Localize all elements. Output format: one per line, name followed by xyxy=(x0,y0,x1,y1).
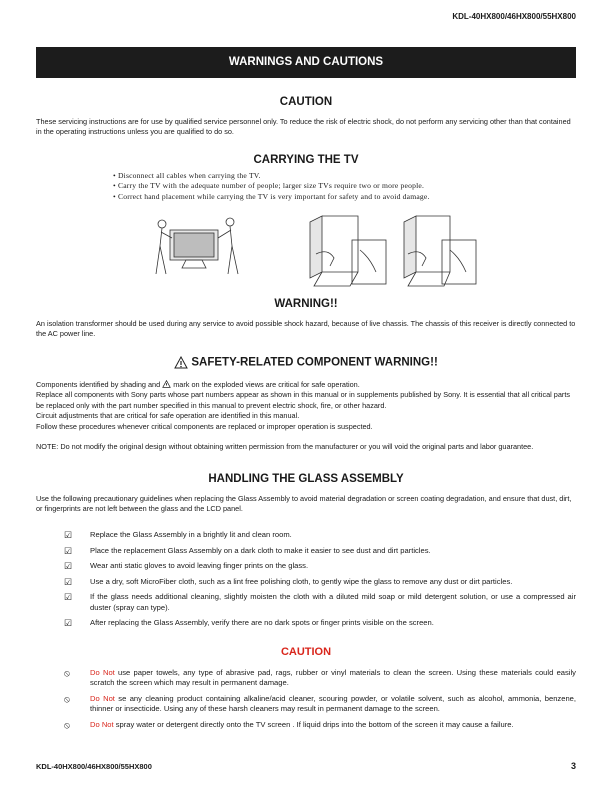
safety-line: Follow these procedures whenever critical components are replaced or improper operation is suspected. xyxy=(36,421,373,431)
checkbox-icon: ☑ xyxy=(64,530,73,540)
list-item xyxy=(64,530,576,540)
safety-line: Circuit adjustments that are critical for safe operation are identified in this manual. xyxy=(36,411,300,421)
safety-line-1-pre: Components identified by shading and xyxy=(36,380,161,389)
step-text: After replacing the Glass Assembly, verify there are no dark spots or finger prints visible on the screen. xyxy=(90,618,434,628)
warning-text: An isolation transformer should be used during any service to avoid possible shock hazard, because of live chassis. The chassis of this receiver is directly connected to the AC power line. xyxy=(36,319,576,339)
checkbox-icon: ☑ xyxy=(64,592,73,603)
caution-heading: CAUTION xyxy=(279,96,333,108)
safety-line-1-post: mark on the exploded views are critical for safe operation. xyxy=(173,380,360,389)
footer-model: KDL-40HX800/46HX800/55HX800 xyxy=(36,762,152,771)
list-item xyxy=(64,546,576,556)
warning-heading: WARNING!! xyxy=(274,298,338,310)
safety-line-1 xyxy=(36,380,576,390)
list-item xyxy=(64,668,576,689)
list-item xyxy=(64,618,576,628)
step-text: Use a dry, soft MicroFiber cloth, such as a lint free polishing cloth, to gently wipe the glass to remove any dust or dirt particles. xyxy=(90,576,513,586)
checkbox-icon: ☑ xyxy=(64,561,73,572)
carry-tv-illustration xyxy=(150,216,250,276)
carrying-heading: CARRYING THE TV xyxy=(253,154,359,166)
safety-note: NOTE: Do not modify the original design without obtaining written permission from the manufacturer or you will void the original parts and labor guarantee. xyxy=(36,442,534,452)
list-item: • Carry the TV with the adequate number of people; larger size TVs require two or more people. xyxy=(113,181,425,191)
checkbox-icon: ☑ xyxy=(64,545,73,556)
caution-text: use paper towels, any type of abrasive pad, rags, rubber or vinyl materials to clean the screen. Using these materials could easily scratch the screen which may result in permanent damage. xyxy=(90,668,576,688)
safety-heading-row xyxy=(36,356,576,369)
do-not-label: Do Not xyxy=(90,694,115,703)
list-item xyxy=(64,577,576,587)
caution-text: spray water or detergent directly onto the TV screen . If liquid drips into the bottom of the screen it may cause a failure. xyxy=(113,720,514,729)
safety-text xyxy=(36,380,576,452)
step-text: If the glass needs additional cleaning, slightly moisten the cloth with a diluted mild soap or mild detergent solution, or use a compressed air duster (spray can type). xyxy=(90,592,576,612)
glass-cautions xyxy=(64,668,576,736)
do-not-label: Do Not xyxy=(90,668,115,677)
warning-triangle-icon xyxy=(174,356,188,369)
list-item xyxy=(64,592,576,613)
step-text: Replace the Glass Assembly in a brightly lit and clean room. xyxy=(90,530,292,539)
list-item xyxy=(64,720,576,730)
header-model: KDL-40HX800/46HX800/55HX800 xyxy=(452,12,576,21)
list-item: • Disconnect all cables when carrying the TV. xyxy=(113,171,261,180)
glass-steps xyxy=(64,530,576,634)
page-number: 3 xyxy=(570,761,576,771)
safety-line: Replace all components with Sony parts whose part numbers appear as shown in this manual or in supplements published by Sony. It is essential that all critical parts be replaced only with the part number specified in this manual to prevent electric shock, fire, or other hazard. xyxy=(36,390,571,410)
carrying-list xyxy=(113,171,503,202)
list-item xyxy=(64,561,576,571)
glass-heading: HANDLING THE GLASS ASSEMBLY xyxy=(208,473,404,485)
prohibited-icon: ⦸ xyxy=(64,720,70,730)
hand-placement-illustration xyxy=(300,214,480,290)
warning-triangle-icon xyxy=(162,380,171,388)
do-not-label: Do Not xyxy=(90,720,114,729)
step-text: Place the replacement Glass Assembly on a dark cloth to make it easier to see dust and dirt particles. xyxy=(90,545,431,555)
caution-text: se any cleaning product containing alkaline/acid cleaner, scouring powder, or volatile solvent, such as alcohol, ammonia, benzene, thinner or insecticide. Using any of these harsh cleaners may result in permanent damage to the screen. xyxy=(90,694,577,714)
checkbox-icon: ☑ xyxy=(64,576,73,587)
checkbox-icon: ☑ xyxy=(64,618,73,629)
prohibited-icon: ⦸ xyxy=(64,668,70,678)
prohibited-icon: ⦸ xyxy=(64,694,70,704)
glass-intro: Use the following precautionary guidelines when replacing the Glass Assembly to avoid material degradation or screen coating degradation, and ensure that dust, dirt, or fingerprints are not left between the glass and the LCD panel. xyxy=(36,494,572,514)
step-text: Wear anti static gloves to avoid leaving finger prints on the glass. xyxy=(90,561,309,571)
caution-text: These servicing instructions are for use by qualified service personnel only. To reduce the risk of electric shock, do not perform any servicing other than that contained in the operating instructions unless you are qualified to do so. xyxy=(36,117,571,137)
section-banner: WARNINGS AND CAUTIONS xyxy=(36,47,576,78)
glass-caution-heading: CAUTION xyxy=(280,646,332,658)
list-item: • Correct hand placement while carrying the TV is very important for safety and to avoid damage. xyxy=(113,191,430,201)
safety-heading: SAFETY-RELATED COMPONENT WARNING!! xyxy=(191,356,438,369)
list-item xyxy=(64,694,576,715)
